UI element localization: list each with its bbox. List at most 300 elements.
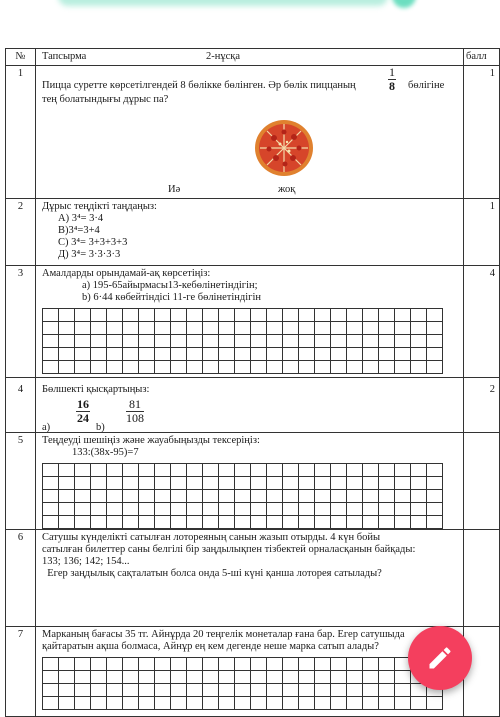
grid-cell[interactable] [75,322,91,335]
grid-cell[interactable] [123,684,139,697]
answer-grid[interactable] [42,657,443,710]
grid-cell[interactable] [251,361,267,374]
grid-cell[interactable] [75,658,91,671]
grid-cell[interactable] [91,477,107,490]
grid-cell[interactable] [107,477,123,490]
grid-cell[interactable] [299,464,315,477]
grid-cell[interactable] [219,490,235,503]
grid-cell[interactable] [107,490,123,503]
grid-cell[interactable] [299,671,315,684]
grid-cell[interactable] [219,477,235,490]
grid-cell[interactable] [251,309,267,322]
grid-cell[interactable] [411,322,427,335]
grid-cell[interactable] [171,658,187,671]
grid-cell[interactable] [43,684,59,697]
grid-cell[interactable] [363,516,379,529]
grid-cell[interactable] [251,322,267,335]
grid-cell[interactable] [251,516,267,529]
grid-cell[interactable] [363,503,379,516]
grid-cell[interactable] [43,335,59,348]
grid-cell[interactable] [107,361,123,374]
grid-cell[interactable] [91,361,107,374]
grid-cell[interactable] [139,477,155,490]
grid-cell[interactable] [219,658,235,671]
grid-cell[interactable] [395,490,411,503]
grid-cell[interactable] [75,503,91,516]
grid-cell[interactable] [203,516,219,529]
grid-cell[interactable] [219,464,235,477]
grid-cell[interactable] [91,309,107,322]
grid-cell[interactable] [363,477,379,490]
grid-cell[interactable] [315,516,331,529]
grid-cell[interactable] [267,309,283,322]
grid-cell[interactable] [203,697,219,710]
grid-cell[interactable] [283,322,299,335]
grid-cell[interactable] [411,503,427,516]
grid-cell[interactable] [331,309,347,322]
grid-cell[interactable] [379,516,395,529]
answer-grid[interactable] [42,463,443,529]
grid-cell[interactable] [139,309,155,322]
grid-cell[interactable] [379,322,395,335]
grid-cell[interactable] [363,658,379,671]
grid-cell[interactable] [379,684,395,697]
grid-cell[interactable] [75,348,91,361]
grid-cell[interactable] [283,490,299,503]
grid-cell[interactable] [91,684,107,697]
grid-cell[interactable] [299,516,315,529]
grid-cell[interactable] [107,348,123,361]
grid-cell[interactable] [139,658,155,671]
grid-cell[interactable] [107,335,123,348]
grid-cell[interactable] [203,464,219,477]
grid-cell[interactable] [395,697,411,710]
grid-cell[interactable] [235,697,251,710]
grid-cell[interactable] [219,322,235,335]
grid-cell[interactable] [43,697,59,710]
grid-cell[interactable] [235,309,251,322]
grid-cell[interactable] [123,516,139,529]
grid-cell[interactable] [203,335,219,348]
grid-cell[interactable] [379,490,395,503]
grid-cell[interactable] [171,335,187,348]
grid-cell[interactable] [155,503,171,516]
grid-cell[interactable] [299,348,315,361]
grid-cell[interactable] [171,490,187,503]
grid-cell[interactable] [91,671,107,684]
grid-cell[interactable] [123,361,139,374]
grid-cell[interactable] [347,361,363,374]
grid-cell[interactable] [347,697,363,710]
grid-cell[interactable] [411,516,427,529]
grid-cell[interactable] [171,516,187,529]
grid-cell[interactable] [283,477,299,490]
grid-cell[interactable] [59,322,75,335]
grid-cell[interactable] [171,684,187,697]
grid-cell[interactable] [395,309,411,322]
grid-cell[interactable] [219,309,235,322]
grid-cell[interactable] [299,322,315,335]
grid-cell[interactable] [315,671,331,684]
grid-cell[interactable] [91,348,107,361]
grid-cell[interactable] [347,477,363,490]
grid-cell[interactable] [171,361,187,374]
grid-cell[interactable] [107,658,123,671]
grid-cell[interactable] [379,464,395,477]
grid-cell[interactable] [315,477,331,490]
grid-cell[interactable] [315,322,331,335]
grid-cell[interactable] [155,658,171,671]
grid-cell[interactable] [283,309,299,322]
grid-cell[interactable] [43,464,59,477]
grid-cell[interactable] [283,684,299,697]
grid-cell[interactable] [267,516,283,529]
grid-cell[interactable] [219,503,235,516]
grid-cell[interactable] [395,684,411,697]
grid-cell[interactable] [283,464,299,477]
grid-cell[interactable] [299,309,315,322]
grid-cell[interactable] [331,477,347,490]
grid-cell[interactable] [283,335,299,348]
grid-cell[interactable] [427,335,443,348]
grid-cell[interactable] [331,490,347,503]
grid-cell[interactable] [123,697,139,710]
grid-cell[interactable] [59,477,75,490]
grid-cell[interactable] [251,503,267,516]
grid-cell[interactable] [59,361,75,374]
grid-cell[interactable] [427,322,443,335]
grid-cell[interactable] [331,684,347,697]
grid-cell[interactable] [171,671,187,684]
grid-cell[interactable] [283,348,299,361]
grid-cell[interactable] [187,658,203,671]
grid-cell[interactable] [267,490,283,503]
grid-cell[interactable] [251,697,267,710]
grid-cell[interactable] [363,684,379,697]
grid-cell[interactable] [75,684,91,697]
grid-cell[interactable] [379,335,395,348]
grid-cell[interactable] [235,516,251,529]
grid-cell[interactable] [75,671,91,684]
grid-cell[interactable] [59,464,75,477]
grid-cell[interactable] [299,684,315,697]
grid-cell[interactable] [267,464,283,477]
grid-cell[interactable] [43,361,59,374]
grid-cell[interactable] [347,671,363,684]
grid-cell[interactable] [123,309,139,322]
grid-cell[interactable] [235,658,251,671]
grid-cell[interactable] [91,503,107,516]
grid-cell[interactable] [379,361,395,374]
grid-cell[interactable] [59,490,75,503]
grid-cell[interactable] [395,322,411,335]
grid-cell[interactable] [267,684,283,697]
grid-cell[interactable] [395,477,411,490]
grid-cell[interactable] [155,684,171,697]
grid-cell[interactable] [395,516,411,529]
grid-cell[interactable] [347,516,363,529]
edit-fab-button[interactable] [408,626,472,690]
grid-cell[interactable] [331,335,347,348]
grid-cell[interactable] [123,348,139,361]
grid-cell[interactable] [331,464,347,477]
grid-cell[interactable] [107,697,123,710]
grid-cell[interactable] [219,671,235,684]
grid-cell[interactable] [203,658,219,671]
grid-cell[interactable] [75,464,91,477]
grid-cell[interactable] [411,309,427,322]
grid-cell[interactable] [363,490,379,503]
grid-cell[interactable] [427,464,443,477]
grid-cell[interactable] [91,490,107,503]
grid-cell[interactable] [187,684,203,697]
grid-cell[interactable] [123,464,139,477]
grid-cell[interactable] [363,361,379,374]
grid-cell[interactable] [235,671,251,684]
grid-cell[interactable] [155,464,171,477]
grid-cell[interactable] [171,309,187,322]
grid-cell[interactable] [347,322,363,335]
grid-cell[interactable] [315,490,331,503]
grid-cell[interactable] [347,658,363,671]
grid-cell[interactable] [123,490,139,503]
grid-cell[interactable] [299,697,315,710]
grid-cell[interactable] [379,671,395,684]
grid-cell[interactable] [59,684,75,697]
grid-cell[interactable] [395,348,411,361]
grid-cell[interactable] [427,697,443,710]
grid-cell[interactable] [219,516,235,529]
grid-cell[interactable] [107,671,123,684]
grid-cell[interactable] [43,503,59,516]
grid-cell[interactable] [139,322,155,335]
grid-cell[interactable] [331,322,347,335]
grid-cell[interactable] [139,464,155,477]
grid-cell[interactable] [299,477,315,490]
grid-cell[interactable] [203,503,219,516]
grid-cell[interactable] [187,516,203,529]
grid-cell[interactable] [107,464,123,477]
grid-cell[interactable] [59,697,75,710]
grid-cell[interactable] [43,309,59,322]
grid-cell[interactable] [75,477,91,490]
grid-cell[interactable] [107,322,123,335]
grid-cell[interactable] [235,477,251,490]
grid-cell[interactable] [395,361,411,374]
grid-cell[interactable] [75,309,91,322]
grid-cell[interactable] [267,361,283,374]
grid-cell[interactable] [427,348,443,361]
grid-cell[interactable] [75,335,91,348]
grid-cell[interactable] [411,335,427,348]
grid-cell[interactable] [363,335,379,348]
grid-cell[interactable] [171,322,187,335]
grid-cell[interactable] [171,464,187,477]
grid-cell[interactable] [139,697,155,710]
grid-cell[interactable] [235,361,251,374]
grid-cell[interactable] [283,503,299,516]
grid-cell[interactable] [347,309,363,322]
grid-cell[interactable] [59,503,75,516]
grid-cell[interactable] [379,697,395,710]
answer-grid[interactable] [42,308,443,374]
grid-cell[interactable] [219,361,235,374]
grid-cell[interactable] [187,671,203,684]
grid-cell[interactable] [331,697,347,710]
grid-cell[interactable] [395,335,411,348]
grid-cell[interactable] [59,335,75,348]
grid-cell[interactable] [315,335,331,348]
grid-cell[interactable] [411,348,427,361]
grid-cell[interactable] [203,490,219,503]
grid-cell[interactable] [315,464,331,477]
grid-cell[interactable] [379,477,395,490]
grid-cell[interactable] [347,348,363,361]
grid-cell[interactable] [427,516,443,529]
grid-cell[interactable] [91,322,107,335]
grid-cell[interactable] [331,658,347,671]
grid-cell[interactable] [379,309,395,322]
grid-cell[interactable] [75,516,91,529]
grid-cell[interactable] [123,477,139,490]
grid-cell[interactable] [43,477,59,490]
grid-cell[interactable] [427,309,443,322]
grid-cell[interactable] [331,671,347,684]
grid-cell[interactable] [347,464,363,477]
grid-cell[interactable] [363,322,379,335]
grid-cell[interactable] [283,658,299,671]
grid-cell[interactable] [59,671,75,684]
grid-cell[interactable] [203,671,219,684]
grid-cell[interactable] [171,503,187,516]
grid-cell[interactable] [139,684,155,697]
grid-cell[interactable] [299,503,315,516]
grid-cell[interactable] [347,503,363,516]
grid-cell[interactable] [331,503,347,516]
grid-cell[interactable] [219,335,235,348]
grid-cell[interactable] [331,516,347,529]
grid-cell[interactable] [363,671,379,684]
grid-cell[interactable] [235,490,251,503]
grid-cell[interactable] [363,464,379,477]
grid-cell[interactable] [315,658,331,671]
grid-cell[interactable] [155,335,171,348]
grid-cell[interactable] [299,490,315,503]
grid-cell[interactable] [139,490,155,503]
grid-cell[interactable] [315,697,331,710]
grid-cell[interactable] [187,309,203,322]
grid-cell[interactable] [139,361,155,374]
grid-cell[interactable] [59,348,75,361]
grid-cell[interactable] [347,490,363,503]
grid-cell[interactable] [91,516,107,529]
grid-cell[interactable] [91,335,107,348]
grid-cell[interactable] [187,490,203,503]
grid-cell[interactable] [139,516,155,529]
grid-cell[interactable] [139,503,155,516]
grid-cell[interactable] [187,322,203,335]
grid-cell[interactable] [107,684,123,697]
grid-cell[interactable] [363,348,379,361]
grid-cell[interactable] [43,671,59,684]
grid-cell[interactable] [203,477,219,490]
grid-cell[interactable] [315,503,331,516]
grid-cell[interactable] [187,477,203,490]
grid-cell[interactable] [107,503,123,516]
grid-cell[interactable] [299,335,315,348]
grid-cell[interactable] [187,503,203,516]
grid-cell[interactable] [395,503,411,516]
grid-cell[interactable] [411,477,427,490]
grid-cell[interactable] [123,503,139,516]
grid-cell[interactable] [427,361,443,374]
grid-cell[interactable] [315,309,331,322]
grid-cell[interactable] [219,697,235,710]
grid-cell[interactable] [299,658,315,671]
grid-cell[interactable] [267,477,283,490]
grid-cell[interactable] [411,490,427,503]
grid-cell[interactable] [395,464,411,477]
grid-cell[interactable] [251,490,267,503]
grid-cell[interactable] [251,335,267,348]
grid-cell[interactable] [75,490,91,503]
grid-cell[interactable] [235,348,251,361]
grid-cell[interactable] [107,309,123,322]
grid-cell[interactable] [379,348,395,361]
grid-cell[interactable] [427,477,443,490]
grid-cell[interactable] [411,697,427,710]
grid-cell[interactable] [251,464,267,477]
grid-cell[interactable] [251,658,267,671]
grid-cell[interactable] [251,348,267,361]
grid-cell[interactable] [219,348,235,361]
grid-cell[interactable] [43,516,59,529]
grid-cell[interactable] [267,348,283,361]
grid-cell[interactable] [331,348,347,361]
grid-cell[interactable] [43,658,59,671]
grid-cell[interactable] [155,490,171,503]
grid-cell[interactable] [187,335,203,348]
grid-cell[interactable] [251,684,267,697]
grid-cell[interactable] [267,697,283,710]
grid-cell[interactable] [267,322,283,335]
grid-cell[interactable] [283,516,299,529]
grid-cell[interactable] [267,671,283,684]
grid-cell[interactable] [411,361,427,374]
grid-cell[interactable] [123,671,139,684]
grid-cell[interactable] [203,322,219,335]
grid-cell[interactable] [75,697,91,710]
grid-cell[interactable] [315,684,331,697]
grid-cell[interactable] [43,322,59,335]
grid-cell[interactable] [427,490,443,503]
grid-cell[interactable] [235,684,251,697]
grid-cell[interactable] [363,309,379,322]
grid-cell[interactable] [299,361,315,374]
grid-cell[interactable] [155,361,171,374]
grid-cell[interactable] [155,671,171,684]
grid-cell[interactable] [43,348,59,361]
grid-cell[interactable] [235,503,251,516]
grid-cell[interactable] [235,322,251,335]
grid-cell[interactable] [347,335,363,348]
grid-cell[interactable] [155,348,171,361]
grid-cell[interactable] [411,464,427,477]
grid-cell[interactable] [267,658,283,671]
grid-cell[interactable] [107,516,123,529]
grid-cell[interactable] [315,361,331,374]
grid-cell[interactable] [123,335,139,348]
